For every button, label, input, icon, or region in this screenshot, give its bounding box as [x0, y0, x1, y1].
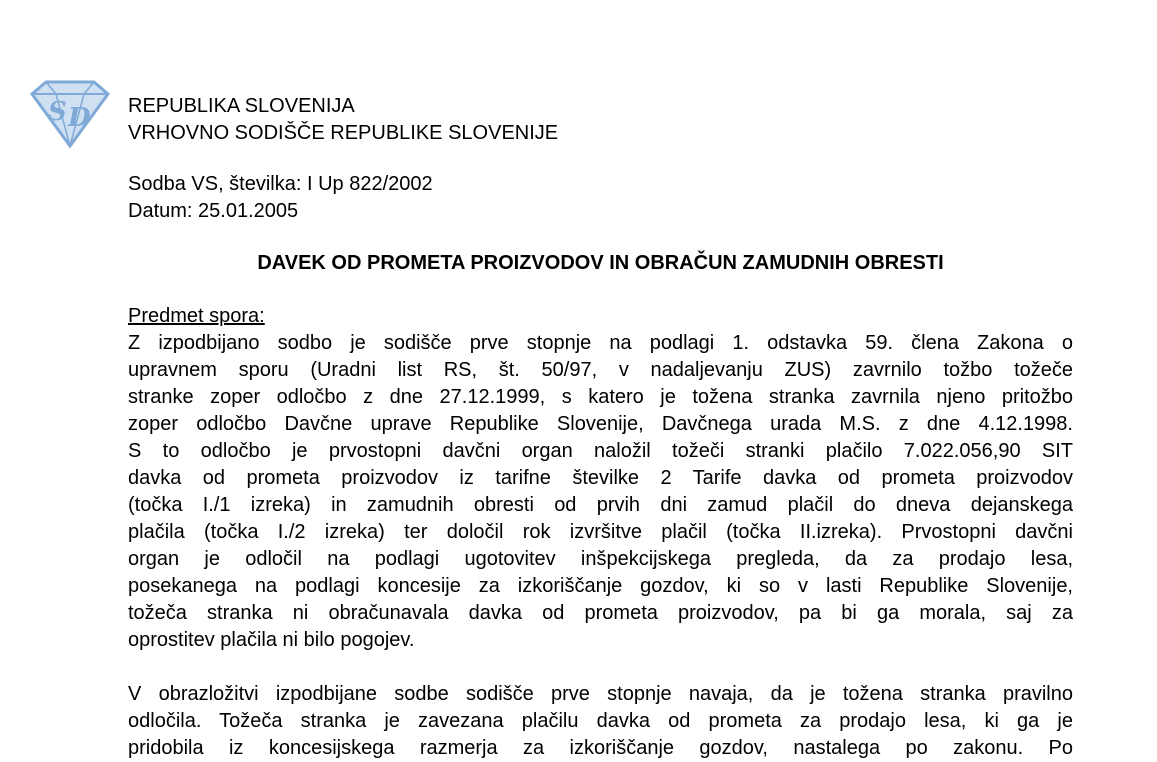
court-emblem-icon — [28, 80, 112, 148]
paragraph-line: oprostitev plačila ni bilo pogojev. — [128, 629, 415, 651]
paragraph-line: V obrazložitvi izpodbijane sodbe sodišče prve stopnje navaja, da je tožena stranka pravilno — [128, 683, 1073, 705]
svg-text:D: D — [68, 103, 91, 133]
paragraph-line: (točka I./1 izreka) in zamudnih obresti od prvih dni zamud plačil do dneva dejanskega — [128, 494, 1073, 516]
paragraph-line: odločila. Tožeča stranka je zavezana plačilu davka od prometa za prodajo lesa, ki ga je — [128, 710, 1073, 732]
issuer-header — [128, 93, 558, 147]
paragraph-line: Z izpodbijano sodbo je sodišče prve stopnje na podlagi 1. odstavka 59. člena Zakona o — [128, 332, 1073, 354]
paragraph-line: pridobila iz koncesijskega razmerja za izkoriščanje gozdov, nastalega po zakonu. Po — [128, 737, 1073, 759]
paragraph-line: zoper odločbo Davčne uprave Republike Slovenije, Davčnega urada M.S. z dne 4.12.1998. — [128, 413, 1073, 435]
paragraph-2 — [128, 681, 1073, 762]
court-name: VRHOVNO SODIŠČE REPUBLIKE SLOVENIJE — [128, 122, 559, 144]
document-body — [128, 303, 1073, 762]
paragraph-line: posekanega na podlagi koncesije za izkoriščanje gozdov, ki so v lasti Republike Slovenije, — [128, 575, 1073, 597]
case-date: Datum: 25.01.2005 — [128, 200, 299, 222]
paragraph-line: davka od prometa proizvodov iz tarifne številke 2 Tarife davka od prometa proizvodov — [128, 467, 1073, 489]
paragraph-line: S to odločbo je prvostopni davčni organ naložil tožeči stranki plačilo 7.022.056,90 SIT — [128, 440, 1073, 462]
paragraph-line: organ je odločil na podlagi ugotovitev inšpekcijskega pregleda, da za prodajo lesa, — [128, 548, 1073, 570]
paragraph-1 — [128, 330, 1073, 654]
paragraph-line: upravnem sporu (Uradni list RS, št. 50/97, v nadaljevanju ZUS) zavrnilo tožbo tožeče — [128, 359, 1073, 381]
case-number: Sodba VS, številka: I Up 822/2002 — [128, 173, 433, 195]
section-heading: Predmet spora: — [128, 305, 265, 327]
document-title: DAVEK OD PROMETA PROIZVODOV IN OBRAČUN ZAMUDNIH OBRESTI — [257, 252, 944, 274]
paragraph-gap — [128, 654, 1073, 681]
paragraph-line: plačila (točka I./2 izreka) ter določil rok izvršitve plačil (točka II.izreka). Prvostopni davčni — [128, 521, 1073, 543]
case-info — [128, 171, 433, 225]
paragraph-line: tožeča stranka ni obračunavala davka od prometa proizvodov, pa bi ga morala, saj za — [128, 602, 1073, 624]
svg-text:S: S — [48, 97, 67, 127]
paragraph-line: stranke zoper odločbo z dne 27.12.1999, s katero je tožena stranka zavrnila njeno pritožbo — [128, 386, 1073, 408]
republic-name: REPUBLIKA SLOVENIJA — [128, 95, 355, 117]
